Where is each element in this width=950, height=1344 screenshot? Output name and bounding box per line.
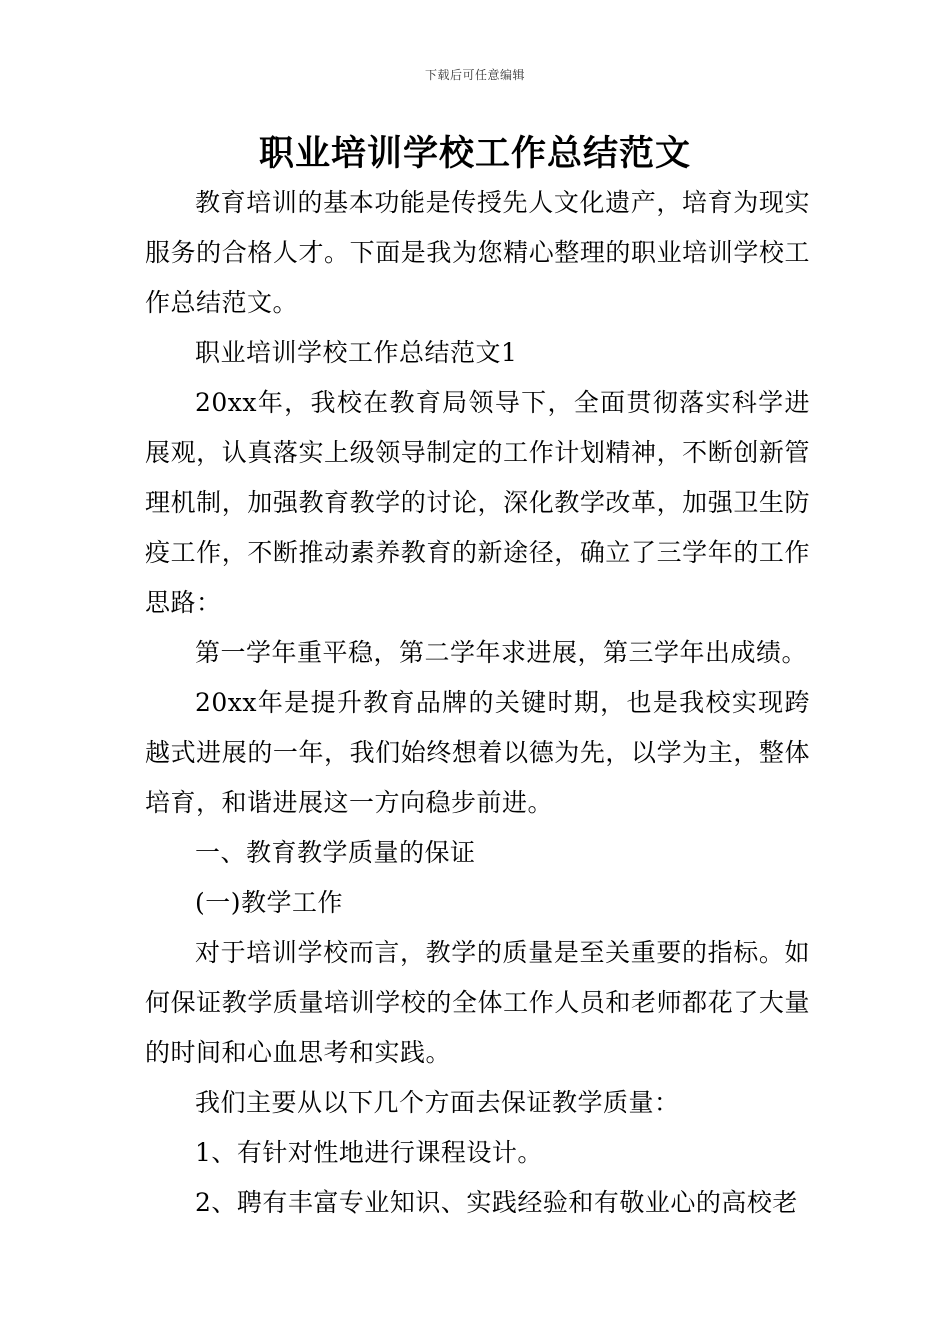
paragraph-intro: 教育培训的基本功能是传授先人文化遗产，培育为现实服务的合格人才。下面是我为您精心整理的职业培训学校工作总结范文。 (145, 188, 810, 317)
paragraph-yearly-goals: 第一学年重平稳，第二学年求进展，第三学年出成绩。 (195, 638, 808, 667)
paragraph-subtitle: 职业培训学校工作总结范文1 (195, 338, 518, 367)
list-item-2: 2、聘有丰富专业知识、实践经验和有敬业心的高校老 (195, 1188, 798, 1217)
section-heading-1: 一、教育教学质量的保证 (195, 838, 476, 867)
document-body (145, 178, 810, 1228)
paragraph-teaching-quality: 对于培训学校而言，教学的质量是至关重要的指标。如何保证教学质量培训学校的全体工作人员和老师都花了大量的时间和心血思考和实践。 (145, 938, 810, 1067)
header-note: 下载后可任意编辑 (424, 68, 525, 82)
paragraph-overview: 20xx年，我校在教育局领导下，全面贯彻落实科学进展观，认真落实上级领导制定的工作计划精神，不断创新管理机制，加强教育教学的讨论，深化教学改革，加强卫生防疫工作，不断推动素养教育的新途径，确立了三学年的工作思路： (145, 388, 810, 617)
document-title: 职业培训学校工作总结范文 (258, 134, 691, 174)
subsection-heading-1: (一)教学工作 (195, 888, 344, 917)
paragraph-quality-aspects: 我们主要从以下几个方面去保证教学质量： (195, 1088, 680, 1117)
list-item-1: 1、有针对性地进行课程设计。 (195, 1138, 543, 1167)
paragraph-key-period: 20xx年是提升教育品牌的关键时期，也是我校实现跨越式进展的一年，我们始终想着以德为先，以学为主，整体培育，和谐进展这一方向稳步前进。 (145, 688, 810, 817)
